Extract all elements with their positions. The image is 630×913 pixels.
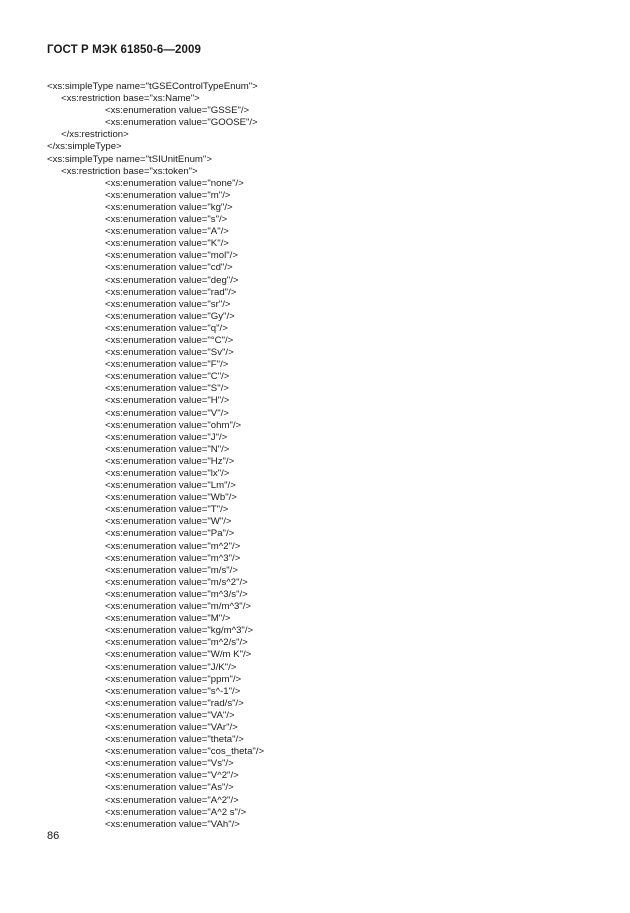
code-line: <xs:enumeration value="VAh"/> — [105, 818, 240, 830]
code-line: <xs:enumeration value="kg/m^3"/> — [105, 625, 254, 637]
code-line: <xs:enumeration value="mol"/> — [105, 250, 238, 262]
code-line: <xs:enumeration value="s^-1"/> — [105, 685, 241, 697]
code-line: <xs:enumeration value="°C"/> — [105, 334, 234, 346]
code-line: <xs:enumeration value="Hz"/> — [105, 455, 235, 467]
code-line: <xs:enumeration value="q"/> — [105, 322, 228, 334]
code-line: <xs:simpleType name="tGSEControlTypeEnum"> — [47, 81, 258, 92]
code-line: <xs:enumeration value="lx"/> — [105, 468, 230, 479]
code-line: <xs:simpleType name="tSIUnitEnum"> — [47, 153, 212, 165]
code-line: <xs:enumeration value="C"/> — [105, 371, 230, 383]
xml-schema-listing — [47, 81, 264, 831]
code-line: <xs:enumeration value="V^2"/> — [105, 770, 239, 782]
code-line: <xs:enumeration value="none"/> — [105, 177, 244, 189]
code-line: <xs:enumeration value="m^3/s"/> — [105, 588, 248, 600]
page-number: 86 — [47, 830, 60, 842]
code-line: <xs:enumeration value="m/m^3"/> — [105, 601, 251, 613]
code-line: <xs:enumeration value="K"/> — [105, 238, 229, 250]
code-line: <xs:enumeration value="Wb"/> — [105, 492, 237, 504]
code-line: <xs:enumeration value="rad"/> — [105, 286, 237, 298]
code-line: <xs:enumeration value="m^2/s"/> — [105, 637, 248, 649]
code-line: <xs:enumeration value="M"/> — [105, 613, 231, 625]
code-line: <xs:enumeration value="W"/> — [105, 516, 232, 528]
code-line: <xs:enumeration value="m/s"/> — [105, 564, 238, 576]
code-line: <xs:enumeration value="J"/> — [105, 431, 228, 443]
code-line: <xs:enumeration value="T"/> — [105, 504, 229, 516]
code-line: <xs:enumeration value="J/K"/> — [105, 661, 237, 673]
code-line: <xs:enumeration value="GOOSE"/> — [105, 117, 258, 129]
code-line: </xs:simpleType> — [47, 141, 122, 153]
code-line: <xs:enumeration value="m/s^2"/> — [105, 576, 248, 588]
code-line: <xs:enumeration value="deg"/> — [105, 274, 239, 286]
page-header: ГОСТ Р МЭК 61850-6—2009 — [47, 44, 201, 56]
code-line: <xs:enumeration value="N"/> — [105, 443, 230, 455]
code-line: <xs:enumeration value="ppm"/> — [105, 673, 242, 685]
code-line: <xs:enumeration value="As"/> — [105, 782, 234, 794]
code-line: <xs:enumeration value="theta"/> — [105, 734, 244, 746]
code-line: <xs:enumeration value="Vs"/> — [105, 758, 234, 770]
code-line: <xs:enumeration value="cd"/> — [105, 262, 233, 274]
code-line: <xs:enumeration value="Sv"/> — [105, 347, 234, 359]
code-line: <xs:enumeration value="m^2"/> — [105, 540, 241, 552]
code-line: <xs:enumeration value="F"/> — [105, 359, 229, 371]
code-line: <xs:enumeration value="H"/> — [105, 395, 230, 407]
code-line: <xs:enumeration value="Gy"/> — [105, 310, 235, 322]
code-line: <xs:enumeration value="s"/> — [105, 214, 228, 226]
code-line: <xs:enumeration value="W/m K"/> — [105, 649, 252, 661]
code-line: <xs:enumeration value="S"/> — [105, 383, 229, 395]
code-line: <xs:enumeration value="A^2"/> — [105, 794, 239, 806]
code-line: <xs:enumeration value="cos_theta"/> — [105, 746, 265, 758]
code-line: <xs:enumeration value="rad/s"/> — [105, 697, 244, 709]
code-line: <xs:enumeration value="m"/> — [105, 189, 231, 201]
code-line: <xs:enumeration value="Pa"/> — [105, 528, 235, 540]
code-line: <xs:enumeration value="ohm"/> — [105, 419, 242, 431]
code-line: <xs:enumeration value="sr"/> — [105, 298, 231, 310]
code-line: <xs:enumeration value="A"/> — [105, 226, 229, 238]
code-line: <xs:enumeration value="A^2 s"/> — [105, 806, 247, 818]
code-line: <xs:enumeration value="V"/> — [105, 407, 229, 419]
code-line: <xs:restriction base="xs:Name"> — [61, 93, 200, 105]
code-line: </xs:restriction> — [61, 129, 129, 141]
code-line: <xs:enumeration value="kg"/> — [105, 201, 233, 213]
code-line: <xs:restriction base="xs:token"> — [61, 165, 198, 177]
code-line: <xs:enumeration value="VA"/> — [105, 709, 235, 721]
code-line: <xs:enumeration value="Lm"/> — [105, 480, 236, 492]
code-line: <xs:enumeration value="VAr"/> — [105, 721, 238, 733]
code-line: <xs:enumeration value="GSSE"/> — [105, 105, 250, 117]
code-line: <xs:enumeration value="m^3"/> — [105, 552, 241, 564]
